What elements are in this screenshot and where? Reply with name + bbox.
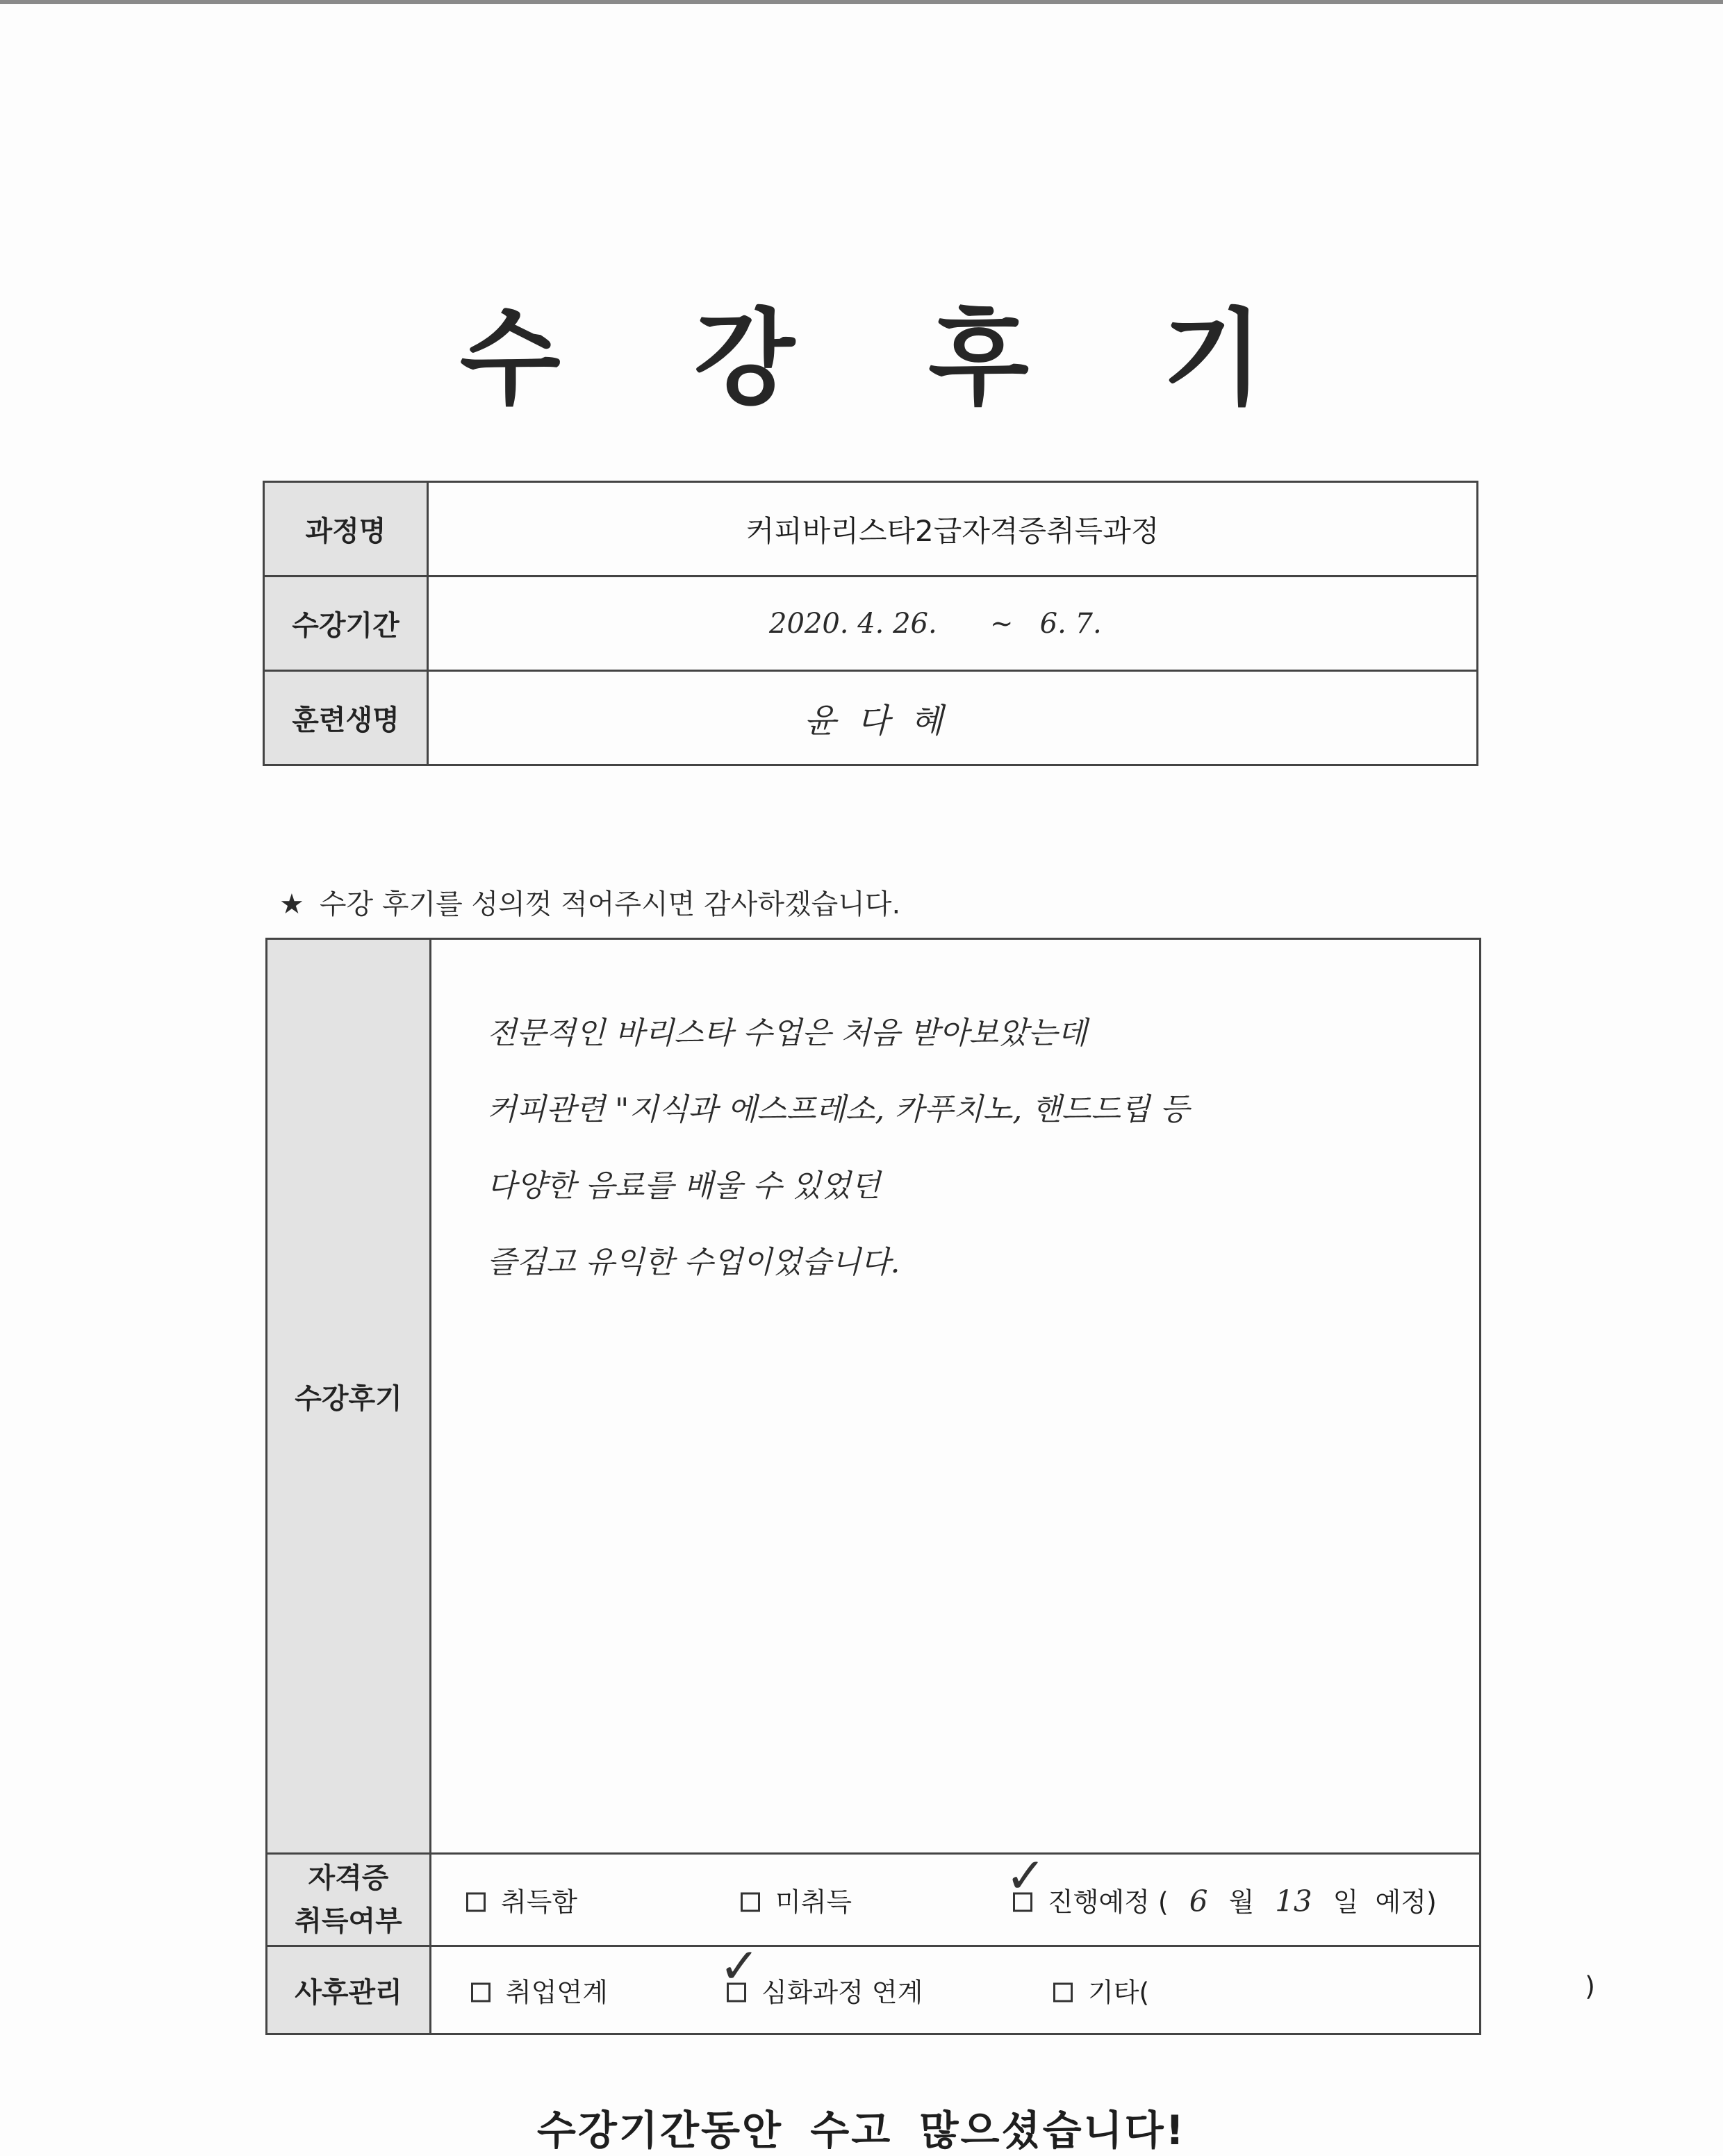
course-info-table [263, 481, 1478, 766]
review-line: 커피관련 "지식과 에스프레소, 카푸치노, 핸드드립 등 [487, 1092, 1189, 1127]
aftercare-label: 사후관리 [267, 1946, 431, 2034]
aftercare-option-employment[interactable] [471, 1971, 608, 2009]
review-line: 전문적인 바리스타 수업은 처음 받아보았는데 [487, 1015, 1087, 1051]
review-text [431, 940, 1479, 1301]
period-label: 수강기간 [264, 577, 428, 671]
instruction-note [279, 882, 900, 922]
scheduled-day: 13 [1275, 1884, 1312, 1918]
aftercare-option-other-label: 기타( [1088, 1977, 1150, 2008]
certificate-label-line2: 취득여부 [295, 1905, 402, 1937]
certificate-label-line1: 자격증 [308, 1862, 389, 1894]
cert-option-not-acquired[interactable] [741, 1881, 852, 1919]
period-value: 2020. 4. 26. ~ 6. 7. [428, 577, 1478, 671]
review-table [265, 938, 1595, 2035]
instruction-text: 수강 후기를 성의껏 적어주시면 감사하겠습니다. [319, 888, 901, 920]
period-row [264, 577, 1478, 671]
checkbox-acquired[interactable] [466, 1892, 486, 1912]
review-label: 수강후기 [267, 939, 431, 1854]
certificate-row [267, 1854, 1481, 1946]
aftercare-options [431, 1937, 1595, 2034]
star-icon: ★ [279, 888, 304, 920]
trainee-row [264, 671, 1478, 765]
course-label: 과정명 [264, 482, 428, 577]
course-value: 커피바리스타2급자격증취득과정 [428, 482, 1478, 577]
cert-option-scheduled[interactable] [1005, 1847, 1437, 1919]
review-line: 즐겁고 유익한 수업이었습니다. [487, 1245, 900, 1280]
scan-top-edge [0, 0, 1723, 4]
cert-option-acquired-label: 취득함 [501, 1886, 578, 1918]
day-unit: 일 [1333, 1886, 1359, 1918]
certificate-label [267, 1854, 431, 1946]
page-title: 수 강 후 기 [459, 299, 1312, 420]
cert-option-acquired[interactable] [466, 1881, 577, 1919]
closing-message: 수강기간동안 수고 많으셨습니다! [536, 2107, 1187, 2154]
scheduled-month: 6 [1189, 1884, 1208, 1918]
trainee-label: 훈련생명 [264, 671, 428, 765]
aftercare-option-employment-label: 취업연계 [506, 1977, 608, 2008]
month-unit: 월 [1228, 1886, 1255, 1918]
cert-option-scheduled-label: 진행예정 ( [1048, 1886, 1169, 1918]
checkbox-employment[interactable] [471, 1982, 490, 2002]
aftercare-option-advanced[interactable] [719, 1937, 923, 2009]
scheduled-suffix: 예정) [1375, 1886, 1437, 1918]
review-body [431, 939, 1481, 1854]
certificate-options [431, 1847, 1481, 1946]
trainee-value: 윤 다 혜 [428, 671, 1478, 765]
checkbox-advanced[interactable] [719, 1937, 760, 2002]
aftercare-other-close: ) [1585, 1971, 1595, 2002]
checkbox-scheduled[interactable] [1005, 1847, 1046, 1912]
check-mark-icon: ✓ [1005, 1847, 1046, 1904]
review-row [267, 939, 1481, 1854]
course-row [264, 482, 1478, 577]
check-mark-icon: ✓ [719, 1937, 760, 1994]
checkbox-not-acquired[interactable] [741, 1892, 760, 1912]
aftercare-option-other[interactable] [1053, 1971, 1595, 2009]
aftercare-option-advanced-label: 심화과정 연계 [761, 1977, 923, 2008]
review-line: 다양한 음료를 배울 수 있었던 [487, 1168, 880, 1204]
checkbox-other[interactable] [1053, 1982, 1073, 2002]
aftercare-row [267, 1946, 1481, 2034]
cert-option-not-acquired-label: 미취득 [775, 1886, 852, 1918]
